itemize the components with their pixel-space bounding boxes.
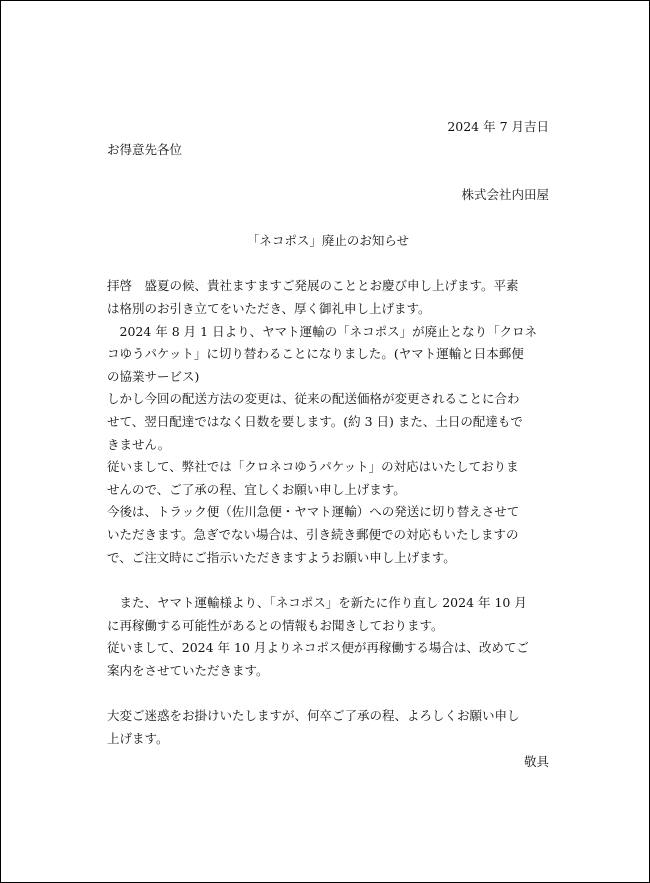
letter-date: 2024 年 7 月吉日 — [447, 119, 549, 134]
letter-title: 「ネコポス」廃止のお知らせ — [246, 232, 410, 248]
letter-recipient: お得意先各位 — [107, 141, 183, 157]
body-line: 拝啓 盛夏の候、貴社ますますご発展のこととお慶び申し上げます。平素 — [107, 278, 519, 294]
letter-content — [107, 116, 549, 773]
body-line: せて、翌日配達ではなく日数を要します。(約 3 日) また、土日の配達もで — [107, 413, 523, 429]
body-line: は格別のお引き立てをいただき、厚く御礼申し上げます。 — [107, 300, 431, 316]
closing-line: 大変ご迷惑をお掛けいたしますが、何卒ご了承の程、よろしくお願い申し — [107, 708, 520, 724]
body-line: コゆうパケット」に切り替わることになりました。(ヤマト運輸と日本郵便 — [107, 346, 524, 362]
body-line: しかし今回の配送方法の変更は、従来の配送価格が変更されることに合わ — [107, 391, 520, 407]
body2-line: に再稼働する可能性があるとの情報もお聞きしております。 — [107, 617, 444, 633]
body-line: 2024 年 8 月 1 日より、ヤマト運輸の「ネコポス」が廃止となり「クロネ — [107, 323, 538, 339]
body2-line: また、ヤマト運輸様より、「ネコポス」を新たに作り直し 2024 年 10 月 — [107, 595, 527, 611]
body-line: せんので、ご了承の程、宜しくお願い申し上げます。 — [107, 481, 406, 497]
body-line: の協業サービス) — [107, 368, 200, 384]
body2-line: 案内をさせていただきます。 — [107, 662, 269, 678]
body-line: 従いまして、弊社では「クロネコゆうパケット」の対応はいたしておりま — [107, 459, 519, 475]
letter-closing — [107, 705, 549, 750]
body-line: で、ご注文時にご指示いただきますようお願い申し上げます。 — [107, 549, 456, 565]
letter-body-2 — [107, 592, 549, 682]
letter-body — [107, 275, 549, 569]
body-line: 今後は、トラック便（佐川急便・ヤマト運輸）への発送に切り替えさせて — [107, 504, 520, 520]
letter-sign-off: 敬具 — [523, 753, 549, 769]
body2-line: 従いまして、2024 年 10 月よりネコポス便が再稼働する場合は、改めてご — [107, 640, 529, 656]
letter-sender: 株式会社内田屋 — [461, 187, 549, 203]
closing-line: 上げます。 — [107, 731, 169, 747]
body-line: いただきます。急ぎでない場合は、引き続き郵便での対応もいたしますの — [107, 526, 519, 542]
body-line: きません。 — [107, 436, 171, 452]
